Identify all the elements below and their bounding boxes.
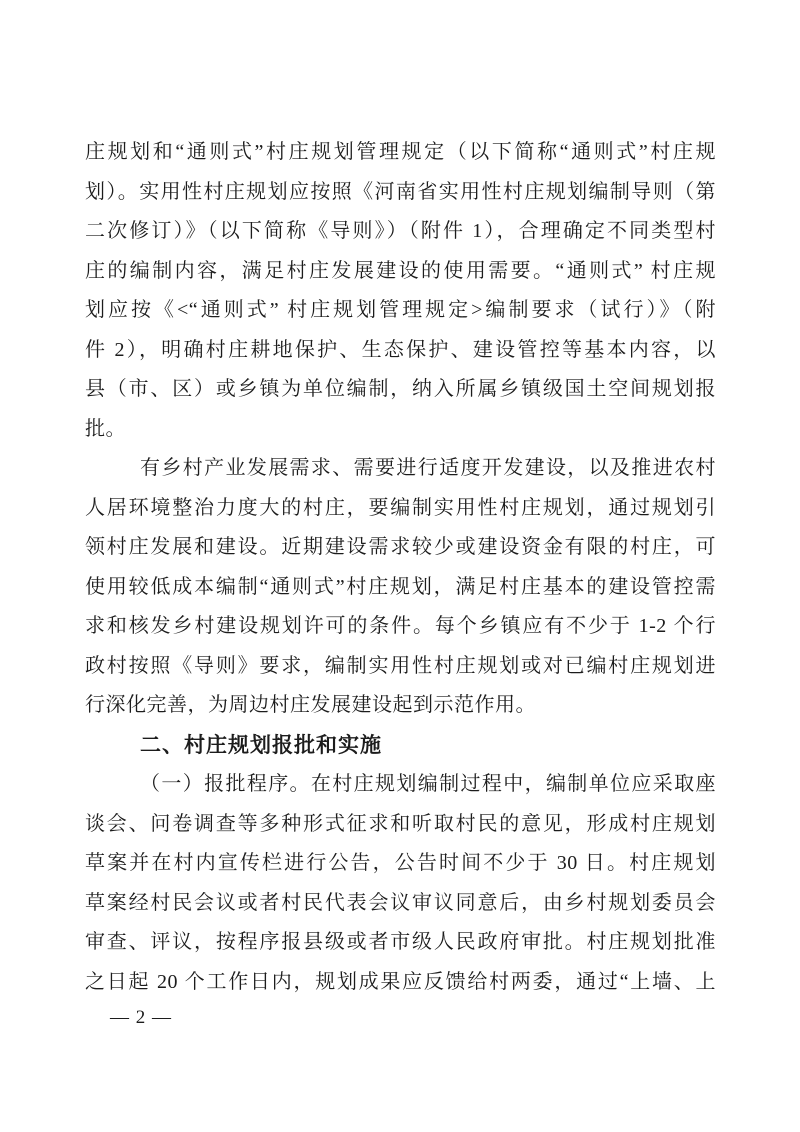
document-text-block	[85, 133, 716, 1002]
text-line: 谈会、问卷调查等多种形式征求和听取村民的意见，形成村庄规划	[85, 812, 716, 835]
text-line: 政村按照《导则》要求，编制实用性村庄规划或对已编村庄规划进	[85, 654, 716, 677]
text-line: 审查、评议，按程序报县级或者市级人民政府审批。村庄规划批准	[85, 931, 716, 953]
text-line: 县（市、区）或乡镇为单位编制，纳入所属乡镇级国土空间规划报	[85, 378, 716, 400]
text-line: 使用较低成本编制“通则式”村庄规划，满足村庄基本的建设管控需	[85, 575, 716, 598]
text-line: 领村庄发展和建设。近期建设需求较少或建设资金有限的村庄，可	[85, 536, 716, 558]
text-line: 划）。实用性村庄规划应按照《河南省实用性村庄规划编制导则（第	[85, 180, 716, 203]
text-line: 之日起 20 个工作日内，规划成果应反馈给村两委，通过“上墙、上	[85, 970, 716, 993]
text-line: 划应按《<“通则式” 村庄规划管理规定>编制要求（试行）》（附	[85, 299, 716, 321]
text-line: 庄的编制内容，满足村庄发展建设的使用需要。“通则式” 村庄规	[85, 259, 716, 282]
text-line: 二次修订）》（以下简称《导则》）（附件 1），合理确定不同类型村	[85, 220, 716, 242]
text-line: 庄规划和“通则式”村庄规划管理规定（以下简称“通则式”村庄规	[85, 141, 716, 163]
text-line: 求和核发乡村建设规划许可的条件。每个乡镇应有不少于 1-2 个行	[85, 615, 716, 637]
text-line: 行深化完善，为周边村庄发展建设起到示范作用。	[85, 694, 536, 716]
text-line: 草案经村民会议或者村民代表会议审议同意后，由乡村规划委员会	[85, 891, 716, 914]
text-line: 有乡村产业发展需求、需要进行适度开发建设，以及推进农村	[140, 457, 716, 479]
section-heading: 二、村庄规划报批和实施	[140, 733, 382, 757]
page-number: — 2 —	[110, 1007, 172, 1028]
text-line: 草案并在村内宣传栏进行公告，公告时间不少于 30 日。村庄规划	[85, 852, 716, 874]
text-line: 人居环境整治力度大的村庄，要编制实用性村庄规划，通过规划引	[85, 496, 716, 519]
text-line: 件 2），明确村庄耕地保护、生态保护、建设管控等基本内容，以	[85, 338, 716, 361]
text-line: （一）报批程序。在村庄规划编制过程中，编制单位应采取座	[140, 773, 716, 795]
text-line: 批。	[85, 417, 126, 440]
